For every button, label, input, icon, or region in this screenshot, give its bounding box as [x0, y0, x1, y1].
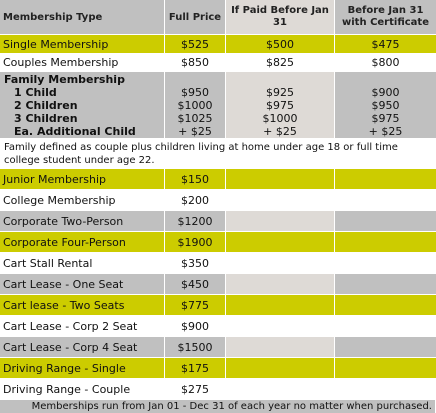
full-price: $1200: [165, 211, 226, 231]
cert-price-empty: [335, 190, 436, 210]
jan-price-empty: [226, 211, 335, 231]
full-price: + $25: [178, 125, 212, 138]
table-row-family: [0, 71, 436, 138]
header-with-certificate-label: Before Jan 31 with Certificate: [342, 5, 429, 28]
table-row: [0, 294, 436, 315]
cert-price-empty: [335, 253, 436, 273]
jan-price: $925: [266, 86, 294, 99]
membership-name: Couples Membership: [0, 54, 165, 71]
family-item-label: Ea. Additional Child: [14, 125, 136, 138]
header-paid-before-jan31-label: If Paid Before Jan 31: [231, 5, 329, 28]
table-row: [0, 231, 436, 252]
cert-price-empty: [335, 211, 436, 231]
cert-price-empty: [335, 295, 436, 315]
table-row-single: [0, 34, 436, 53]
jan-price-empty: [226, 169, 335, 189]
family-item-label: 1 Child: [14, 86, 57, 99]
table-row: [0, 252, 436, 273]
cert-price-empty: [335, 358, 436, 378]
membership-name: College Membership: [0, 190, 165, 210]
table-row: [0, 378, 436, 399]
jan-price: $1000: [262, 112, 298, 125]
full-price: $850: [165, 54, 226, 71]
footer-note: Memberships run from Jan 01 - Dec 31 of each year no matter when purchased.: [0, 400, 436, 413]
full-price: $900: [165, 316, 226, 336]
cert-price-empty: [335, 232, 436, 252]
jan-price-empty: [226, 337, 335, 357]
membership-name: Cart Lease - Corp 2 Seat: [0, 316, 165, 336]
full-price: $775: [165, 295, 226, 315]
table-row: [0, 168, 436, 189]
jan-price: $825: [226, 54, 335, 71]
membership-name: Cart Lease - Corp 4 Seat: [0, 337, 165, 357]
family-title: Family Membership: [4, 73, 125, 86]
full-price: $1025: [177, 112, 213, 125]
header-full-price: Full Price: [165, 0, 226, 34]
header-with-certificate: [335, 0, 436, 34]
jan-price-empty: [226, 274, 335, 294]
full-price: $150: [165, 169, 226, 189]
family-item-label: 3 Children: [14, 112, 78, 125]
jan-price: + $25: [263, 125, 297, 138]
family-jan-cell: [226, 72, 335, 138]
family-cert-cell: [335, 72, 436, 138]
table-row: [0, 210, 436, 231]
jan-price-empty: [226, 232, 335, 252]
jan-price: $500: [226, 35, 335, 53]
family-item-label: 2 Children: [14, 99, 78, 112]
full-price: $350: [165, 253, 226, 273]
header-paid-before-jan31: [226, 0, 335, 34]
membership-name: Cart Stall Rental: [0, 253, 165, 273]
cert-price: $800: [371, 56, 400, 69]
table-footer: [0, 399, 436, 413]
full-price: $450: [165, 274, 226, 294]
cert-price: $900: [371, 86, 400, 99]
family-note: Family defined as couple plus children living at home under age 18 or full time college student under age 22.: [0, 139, 436, 168]
cert-price-empty: [335, 337, 436, 357]
cert-price-empty: [335, 274, 436, 294]
table-header: [0, 0, 436, 34]
jan-price-empty: [226, 295, 335, 315]
family-label-cell: [0, 72, 165, 138]
full-price: $525: [165, 35, 226, 53]
full-price: $175: [165, 358, 226, 378]
full-price: $1000: [177, 99, 213, 112]
family-full-cell: [165, 72, 226, 138]
membership-name: Corporate Four-Person: [0, 232, 165, 252]
full-price: $1900: [165, 232, 226, 252]
jan-price-empty: [226, 379, 335, 399]
table-row: [0, 189, 436, 210]
membership-name: Driving Range - Couple: [0, 379, 165, 399]
cert-price-empty: [335, 316, 436, 336]
jan-price-empty: [226, 190, 335, 210]
table-row: [0, 336, 436, 357]
membership-name: Cart Lease - One Seat: [0, 274, 165, 294]
cert-price: $975: [371, 112, 400, 125]
membership-name: Junior Membership: [0, 169, 165, 189]
membership-name: Single Membership: [0, 35, 165, 53]
full-price: $200: [165, 190, 226, 210]
membership-name: Driving Range - Single: [0, 358, 165, 378]
membership-name: Cart lease - Two Seats: [0, 295, 165, 315]
cert-price: + $25: [368, 125, 403, 138]
table-row-couples: [0, 53, 436, 71]
table-row: [0, 273, 436, 294]
full-price: $1500: [165, 337, 226, 357]
cert-price-empty: [335, 169, 436, 189]
jan-price-empty: [226, 316, 335, 336]
jan-price-empty: [226, 253, 335, 273]
family-note-row: [0, 138, 436, 168]
cert-price: $475: [371, 37, 400, 51]
table-row: [0, 357, 436, 378]
jan-price: $975: [266, 99, 294, 112]
full-price: $275: [165, 379, 226, 399]
jan-price-empty: [226, 358, 335, 378]
membership-name: Corporate Two-Person: [0, 211, 165, 231]
header-membership-type: Membership Type: [0, 0, 165, 34]
cert-price-empty: [335, 379, 436, 399]
table-row: [0, 315, 436, 336]
cert-price: $950: [371, 99, 400, 112]
full-price: $950: [181, 86, 209, 99]
